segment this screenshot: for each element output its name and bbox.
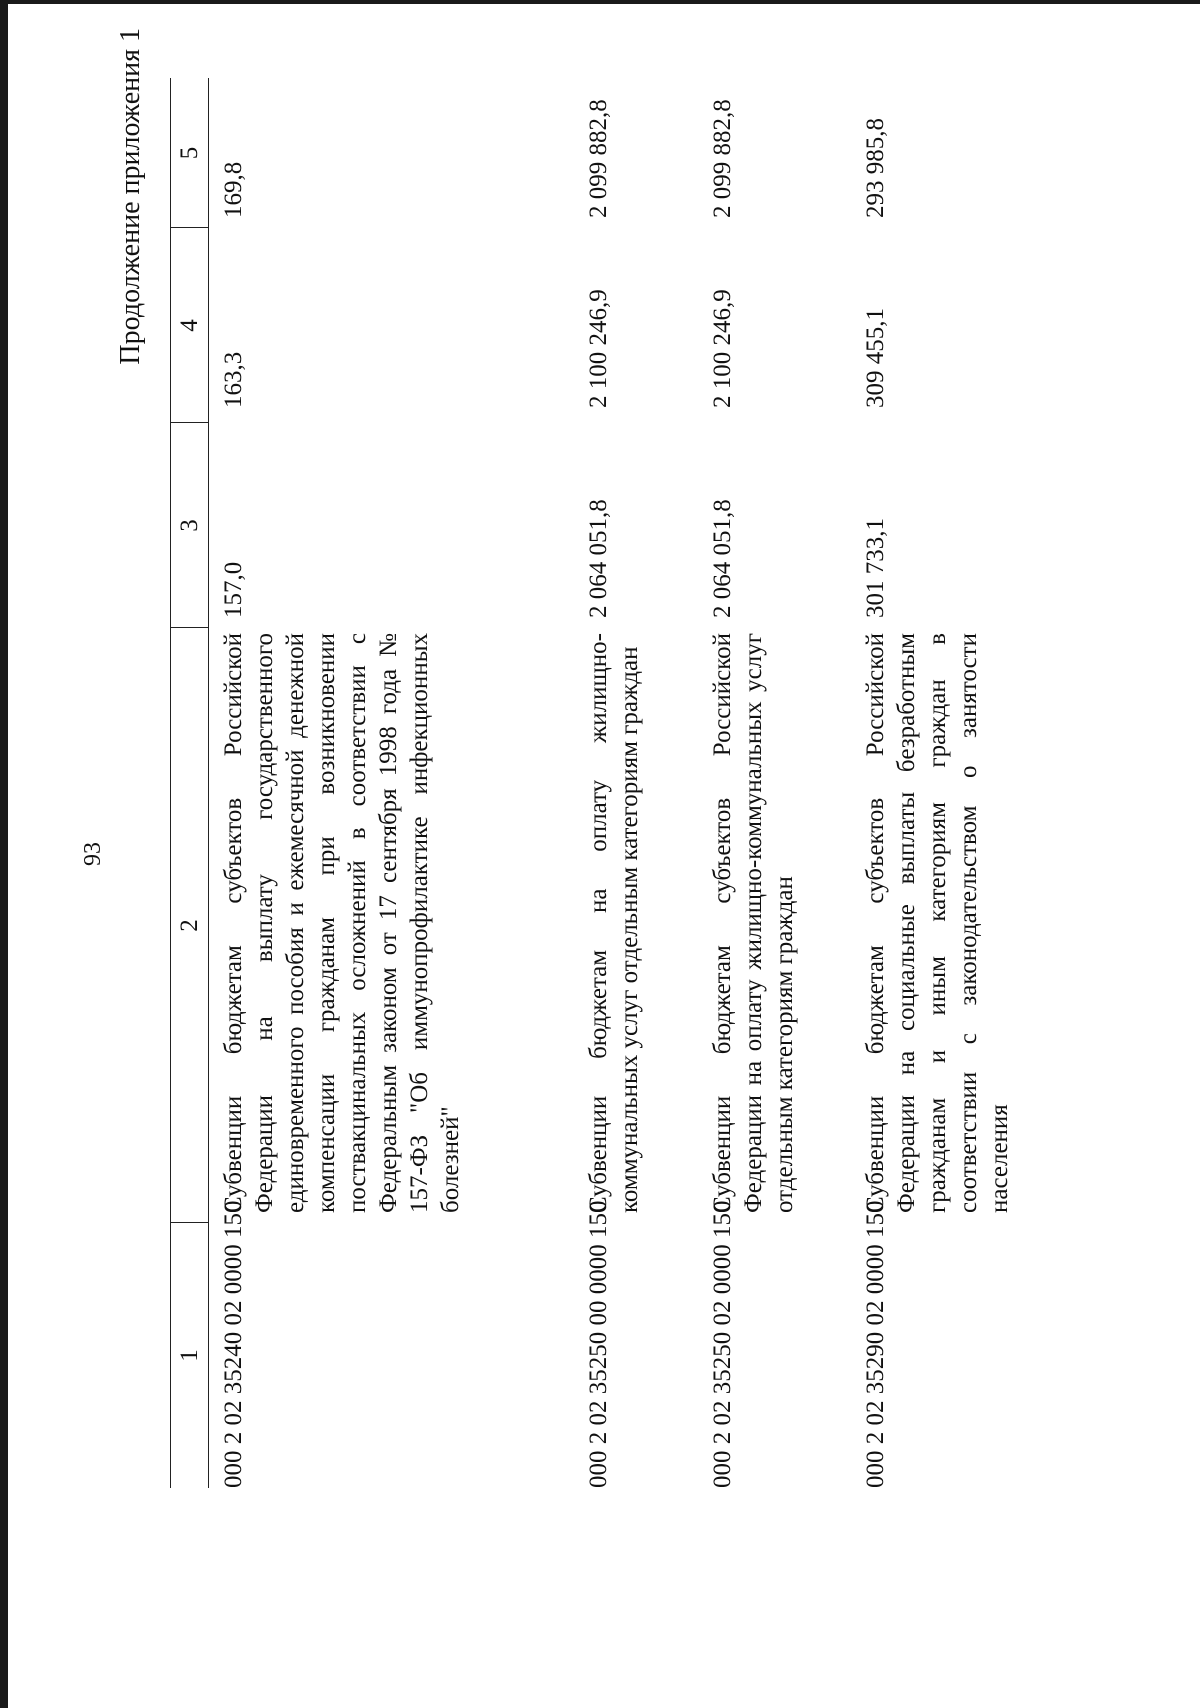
revenue-name: Субвенции бюджетам субъектов Российской Федерации на социальные выплаты безработным гражданам и иным категориям граждан в соответствии с законодательством о занятости населения <box>862 633 1013 1213</box>
amount-col3: 301 733,1 <box>862 518 889 618</box>
column-header-1: 1 <box>176 1349 203 1362</box>
table-top-rule <box>170 78 171 1488</box>
budget-code: 000 2 02 35250 00 0000 150 <box>585 1200 612 1488</box>
continuation-label: Продолжение приложения 1 <box>115 28 146 365</box>
budget-code: 000 2 02 35250 02 0000 150 <box>709 1200 736 1488</box>
amount-col3: 2 064 051,8 <box>585 499 612 618</box>
amount-col5: 169,8 <box>220 161 247 218</box>
revenue-name: Субвенции бюджетам на оплату жилищно-коммунальных услуг отдельным категориям граждан <box>585 633 643 1213</box>
header-bottom-rule <box>208 78 209 1488</box>
amount-col4: 309 455,1 <box>862 308 889 408</box>
amount-col4: 2 100 246,9 <box>585 289 612 408</box>
budget-code: 000 2 02 35290 02 0000 150 <box>862 1200 889 1488</box>
revenue-name: Субвенции бюджетам субъектов Российской Федерации на оплату жилищно-коммунальных услуг отдельным категориям граждан <box>709 633 798 1213</box>
amount-col4: 2 100 246,9 <box>709 289 736 408</box>
column-header-4: 4 <box>176 319 203 332</box>
column-header-3: 3 <box>176 519 203 532</box>
amount-col3: 2 064 051,8 <box>709 499 736 618</box>
amount-col5: 2 099 882,8 <box>585 99 612 218</box>
revenue-name: Субвенции бюджетам субъектов Российской Федерации на выплату государственного единовременного пособия и ежемесячной денежной компенсации гражданам при возникновении поствакцинальных осложнений в соответствии с Федеральным законом от 17 сентября 1998 года № 157-ФЗ "Об иммунопрофилактике инфекционных болезней" <box>220 633 464 1213</box>
amount-col4: 163,3 <box>220 351 247 408</box>
budget-code: 000 2 02 35240 02 0000 150 <box>220 1200 247 1488</box>
amount-col3: 157,0 <box>220 561 247 618</box>
budget-table <box>170 78 1180 1488</box>
column-header-2: 2 <box>176 919 203 932</box>
amount-col5: 2 099 882,8 <box>709 99 736 218</box>
amount-col5: 293 985,8 <box>862 118 889 218</box>
column-header-5: 5 <box>176 146 203 160</box>
page-number: 93 <box>80 842 106 866</box>
